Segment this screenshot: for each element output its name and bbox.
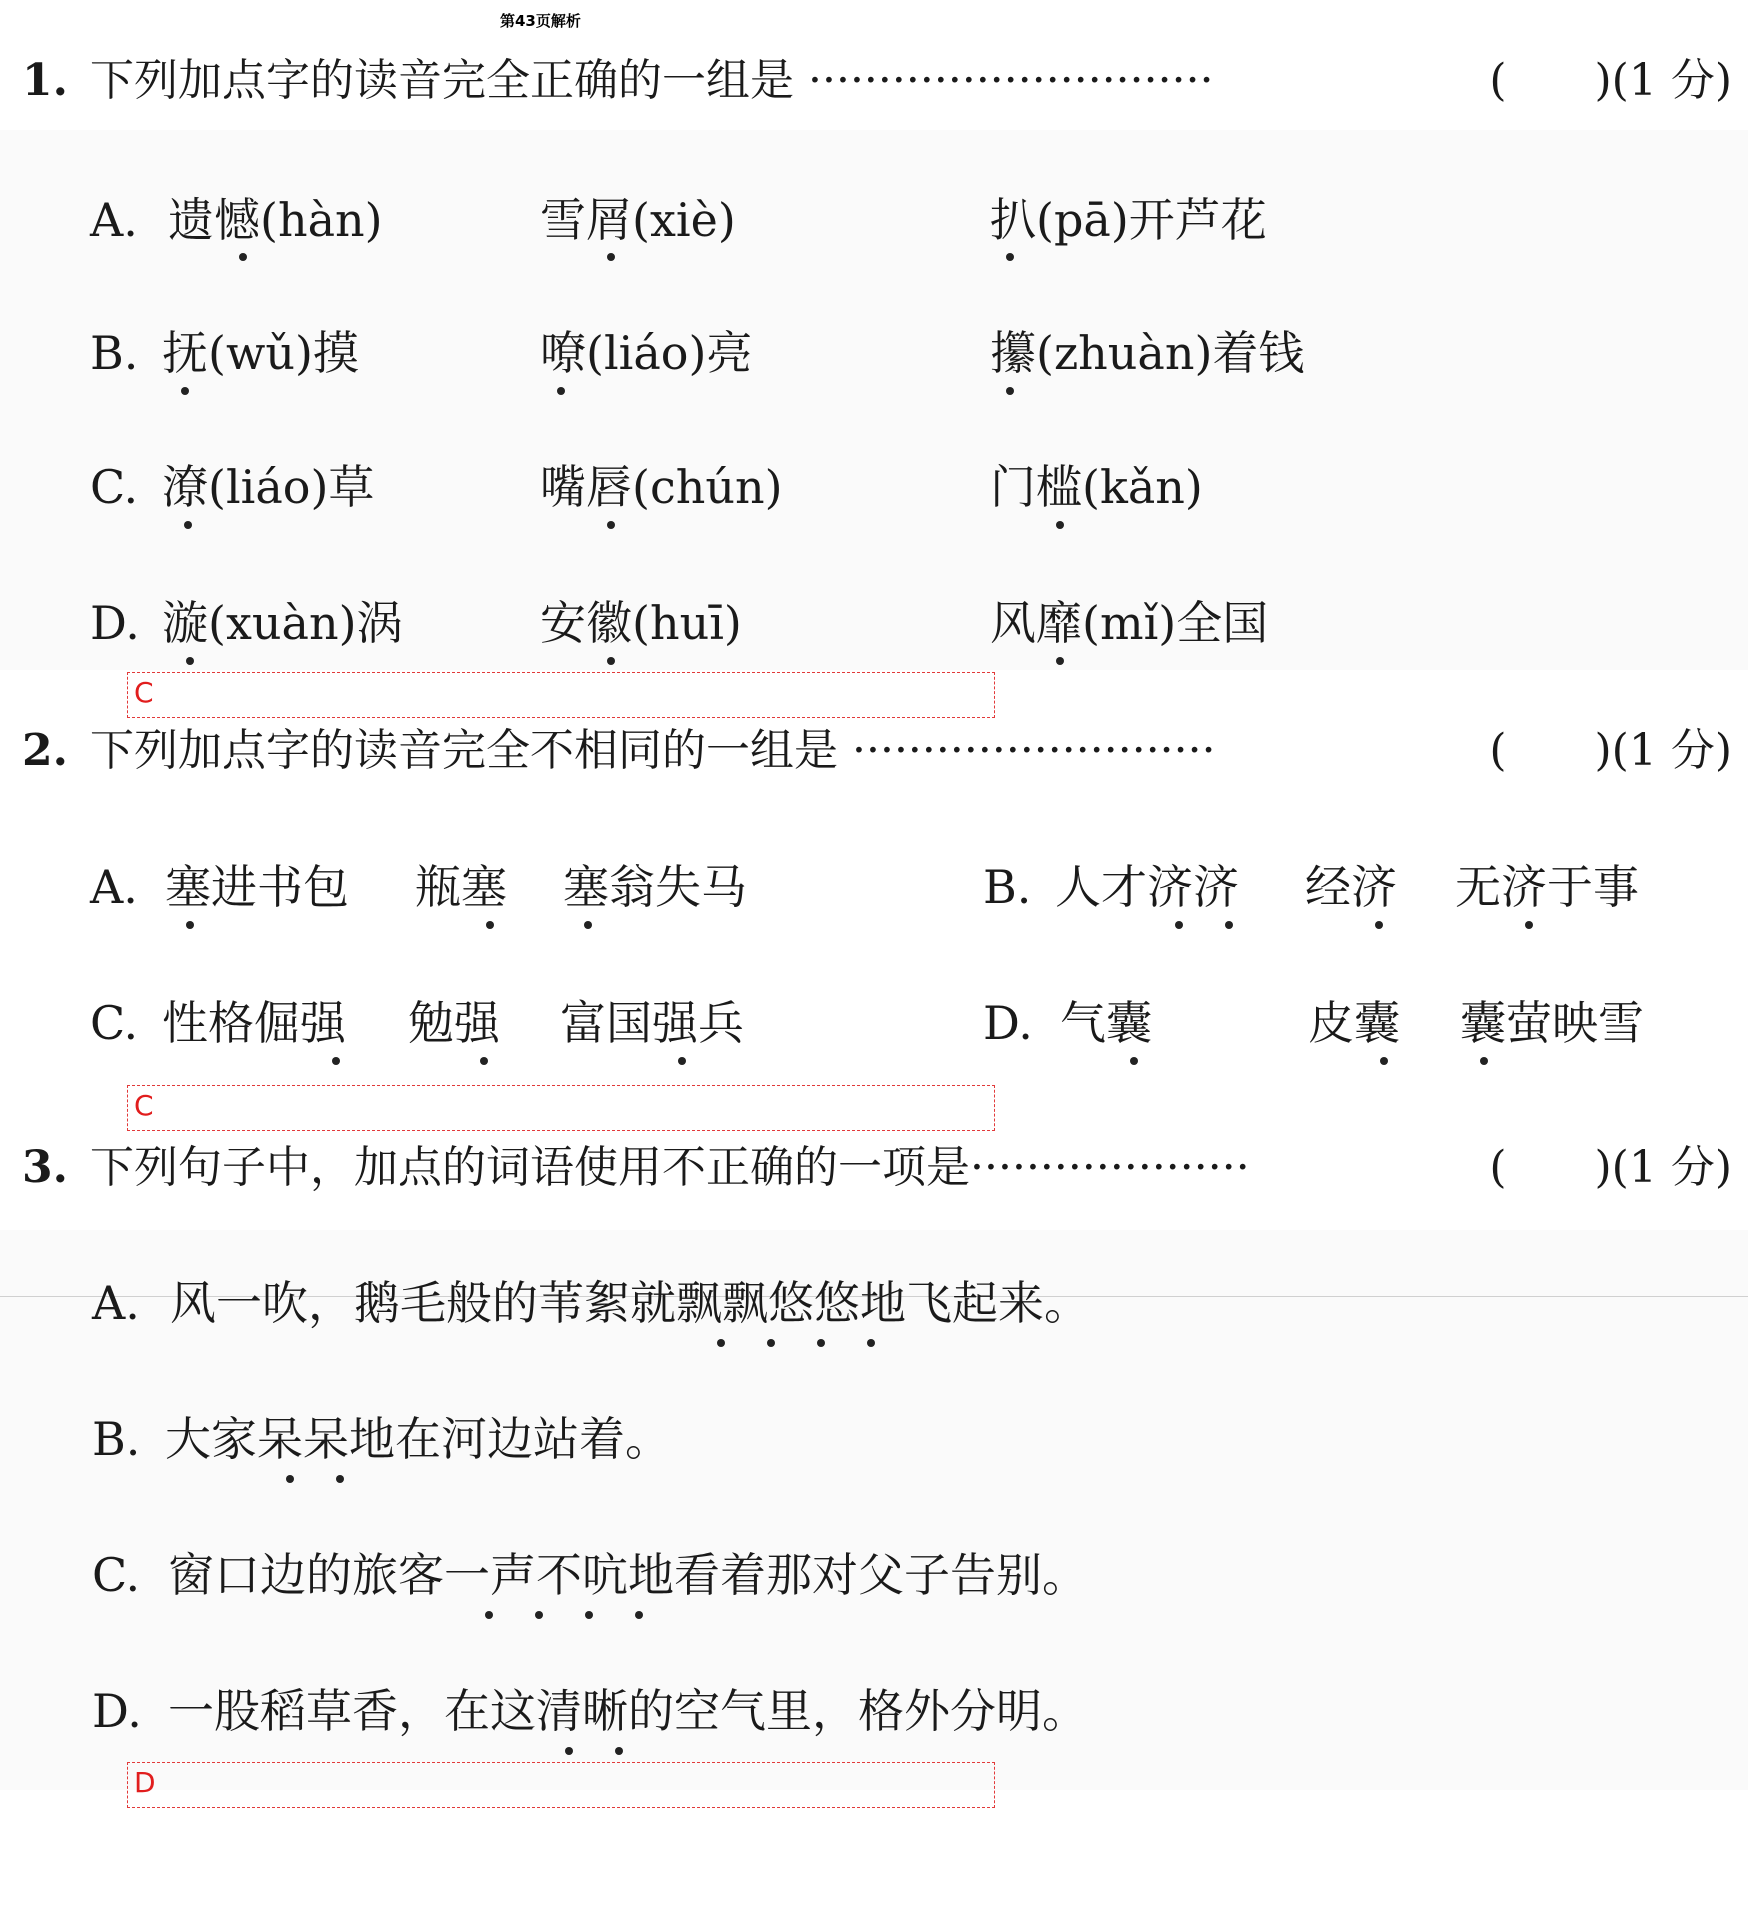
option-item: 嘹(liáo)亮 (540, 326, 753, 380)
option-item: 瓶塞 (415, 860, 507, 914)
option-item: 抚(wǔ)摸 (162, 326, 359, 380)
option-sentence: 窗口边的旅客一声不吭地看着那对父子告别。 (168, 1548, 1088, 1602)
option-c (90, 988, 170, 1058)
answer-blank-score: ( )(1 分) (1489, 725, 1732, 776)
emphasis-dot (867, 1339, 875, 1347)
emphasis-dot (336, 1475, 344, 1483)
question-text: 下列加点字的读音完全正确的一组是 ····························· (90, 55, 1214, 106)
emphasis-dot (535, 1611, 543, 1619)
emphasis-dot (717, 1339, 725, 1347)
emphasis-dot (184, 521, 192, 529)
option-b (90, 318, 170, 388)
option-label: C. (92, 1548, 141, 1602)
option-label: A. (90, 193, 138, 247)
option-item: 富国强兵 (560, 996, 744, 1050)
emphasis-dot (1006, 387, 1014, 395)
option-sentence: 大家呆呆地在河边站着。 (165, 1412, 671, 1466)
option-sentence: 风一吹，鹅毛般的苇絮就飘飘悠悠地飞起来。 (170, 1276, 1090, 1330)
option-a (92, 1268, 172, 1338)
option-b (92, 1404, 172, 1474)
question-number: 3. (22, 1142, 68, 1193)
emphasis-dot (480, 1057, 488, 1065)
option-item: 潦(liáo)草 (162, 460, 375, 514)
page-title: 第43页解析 (500, 12, 581, 30)
option-item: 皮囊 (1308, 996, 1400, 1050)
option-item: 塞进书包 (165, 860, 349, 914)
option-label: C. (90, 996, 139, 1050)
option-c (92, 1540, 172, 1610)
emphasis-dot (817, 1339, 825, 1347)
answer-box: C (127, 672, 995, 718)
option-label: C. (90, 460, 139, 514)
option-label: D. (90, 596, 140, 650)
emphasis-dot (557, 387, 565, 395)
question-3-stem (0, 1133, 1748, 1203)
option-sentence: 一股稻草香，在这清晰的空气里，格外分明。 (168, 1684, 1088, 1738)
option-item: 门槛(kǎn) (990, 460, 1203, 514)
option-item: 囊萤映雪 (1460, 996, 1644, 1050)
emphasis-dot (565, 1747, 573, 1755)
option-item: 安徽(huī) (540, 596, 742, 650)
emphasis-dot (615, 1747, 623, 1755)
emphasis-dot (1006, 253, 1014, 261)
emphasis-dot (1480, 1057, 1488, 1065)
emphasis-dot (186, 657, 194, 665)
option-label: D. (983, 996, 1033, 1050)
emphasis-dot (635, 1611, 643, 1619)
answer-box: C (127, 1085, 995, 1131)
emphasis-dot (678, 1057, 686, 1065)
option-d (90, 588, 170, 658)
option-label: B. (983, 860, 1032, 914)
question-text: 下列加点字的读音完全不相同的一组是 ·························· (90, 725, 1216, 776)
emphasis-dot (1380, 1057, 1388, 1065)
option-item: 气囊 (1060, 996, 1152, 1050)
option-item: 人才济济 (1055, 860, 1239, 914)
option-item: 性格倔强 (162, 996, 346, 1050)
question-1-stem (0, 46, 1748, 116)
option-item: 风靡(mǐ)全国 (990, 596, 1269, 650)
option-label: B. (90, 326, 139, 380)
option-item: 勉强 (408, 996, 500, 1050)
option-item: 雪屑(xiè) (540, 193, 736, 247)
question-text: 下列句子中，加点的词语使用不正确的一项是···················· (90, 1142, 1250, 1193)
option-c (90, 452, 170, 522)
emphasis-dot (1525, 921, 1533, 929)
question-number: 2. (22, 725, 68, 776)
option-item: 塞翁失马 (563, 860, 747, 914)
option-label: A. (92, 1276, 140, 1330)
emphasis-dot (607, 521, 615, 529)
emphasis-dot (485, 1611, 493, 1619)
emphasis-dot (186, 921, 194, 929)
option-item: 无济于事 (1455, 860, 1639, 914)
emphasis-dot (607, 253, 615, 261)
option-d (983, 988, 1063, 1058)
option-item: 漩(xuàn)涡 (162, 596, 403, 650)
emphasis-dot (286, 1475, 294, 1483)
option-item: 攥(zhuàn)着钱 (990, 326, 1305, 380)
emphasis-dot (1056, 657, 1064, 665)
emphasis-dot (1175, 921, 1183, 929)
emphasis-dot (181, 387, 189, 395)
emphasis-dot (332, 1057, 340, 1065)
option-item: 经济 (1305, 860, 1397, 914)
option-a (90, 852, 170, 922)
emphasis-dot (607, 657, 615, 665)
answer-box: D (127, 1762, 995, 1808)
option-label: B. (92, 1412, 141, 1466)
option-d (92, 1676, 172, 1746)
option-label: D. (92, 1684, 142, 1738)
option-item: 扒(pā)开芦花 (990, 193, 1267, 247)
option-item: 嘴唇(chún) (540, 460, 783, 514)
option-b (983, 852, 1063, 922)
option-item: 遗憾(hàn) (168, 193, 383, 247)
emphasis-dot (585, 1611, 593, 1619)
emphasis-dot (239, 253, 247, 261)
emphasis-dot (1225, 921, 1233, 929)
question-number: 1. (22, 55, 68, 106)
emphasis-dot (1130, 1057, 1138, 1065)
question-2-stem (0, 716, 1748, 786)
answer-blank-score: ( )(1 分) (1489, 55, 1732, 106)
emphasis-dot (1056, 521, 1064, 529)
emphasis-dot (486, 921, 494, 929)
emphasis-dot (584, 921, 592, 929)
emphasis-dot (1375, 921, 1383, 929)
answer-blank-score: ( )(1 分) (1489, 1142, 1732, 1193)
option-a (90, 185, 170, 255)
emphasis-dot (767, 1339, 775, 1347)
option-label: A. (90, 860, 138, 914)
